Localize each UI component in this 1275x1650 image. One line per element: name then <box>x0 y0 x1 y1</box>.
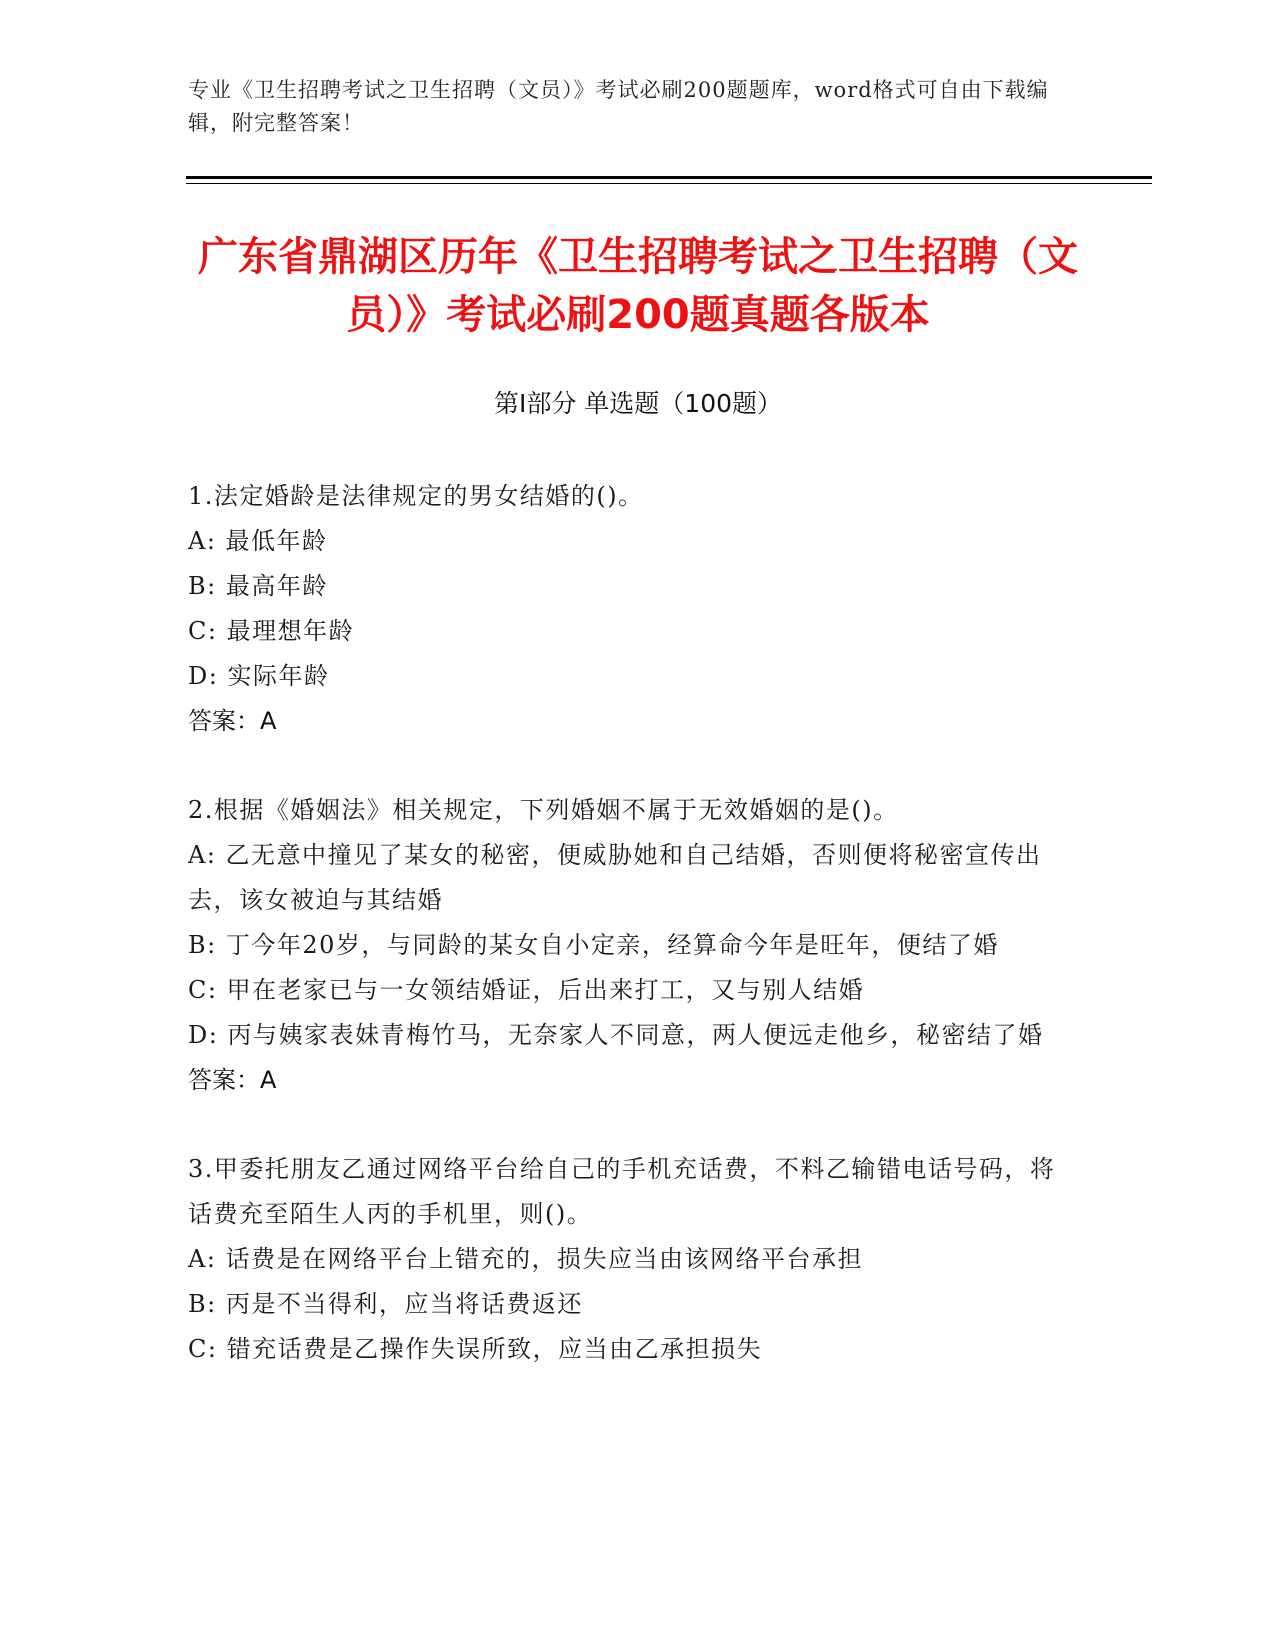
option-b: B: 丙是不当得利，应当将话费返还 <box>188 1290 583 1318</box>
question-stem: 3.甲委托朋友乙通过网络平台给自己的手机充话费，不料乙输错电话号码，将话费充至陌生人丙的手机里，则()。 <box>188 1155 1056 1228</box>
option-b: B: 最高年龄 <box>188 572 328 600</box>
header-note: 专业《卫生招聘考试之卫生招聘（文员）》考试必刷200题题库，word格式可自由下载编辑，附完整答案！ <box>188 78 1049 135</box>
question-1 <box>188 474 1068 744</box>
question-stem: 2.根据《婚姻法》相关规定，下列婚姻不属于无效婚姻的是()。 <box>188 796 899 824</box>
answer: 答案：A <box>188 707 277 735</box>
option-c: C: 错充话费是乙操作失误所致，应当由乙承担损失 <box>188 1335 763 1363</box>
option-d: D: 丙与姨家表妹青梅竹马，无奈家人不同意，两人便远走他乡，秘密结了婚 <box>188 1021 1044 1049</box>
question-3 <box>188 1147 1068 1372</box>
option-c: C: 最理想年龄 <box>188 617 355 645</box>
option-a: A: 最低年龄 <box>188 527 328 555</box>
header-divider-thick <box>186 176 1152 179</box>
question-2 <box>188 788 1068 1103</box>
option-a: A: 乙无意中撞见了某女的秘密，便威胁她和自己结婚，否则便将秘密宣传出去，该女被迫与其结婚 <box>188 841 1042 914</box>
option-b: B: 丁今年20岁，与同龄的某女自小定亲，经算命今年是旺年，便结了婚 <box>188 931 999 959</box>
header-divider-thin <box>186 183 1152 184</box>
question-list <box>188 474 1068 1416</box>
option-a: A: 话费是在网络平台上错充的，损失应当由该网络平台承担 <box>188 1245 864 1273</box>
question-stem: 1.法定婚龄是法律规定的男女结婚的()。 <box>188 482 644 510</box>
answer: 答案：A <box>188 1066 277 1094</box>
section-title: 第Ⅰ部分 单选题（100题） <box>493 389 783 418</box>
option-d: D: 实际年龄 <box>188 662 330 690</box>
option-c: C: 甲在老家已与一女领结婚证，后出来打工，又与别人结婚 <box>188 976 865 1004</box>
document-title: 广东省鼎湖区历年《卫生招聘考试之卫生招聘（文员）》考试必刷200题真题各版本 <box>198 234 1078 338</box>
